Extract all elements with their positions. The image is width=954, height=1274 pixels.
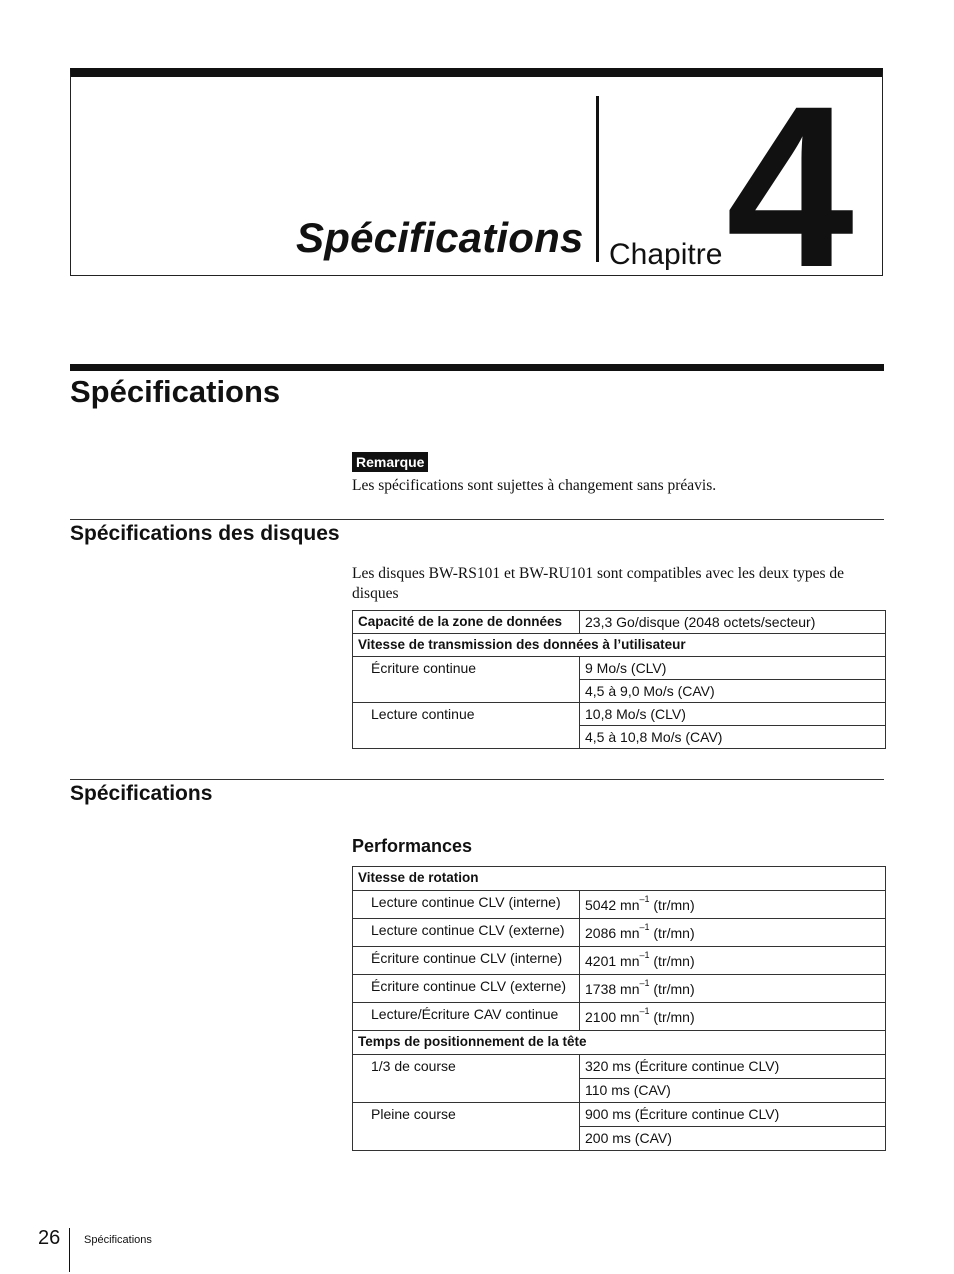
disques-table: [352, 610, 886, 749]
footer-label: Spécifications: [84, 1234, 152, 1246]
rotation-value: 5042 $mn^{-1}$ (tr/mn): [580, 891, 886, 919]
note-text: Les spécifications sont sujettes à changement sans préavis.: [352, 477, 717, 494]
table-row: [353, 1003, 886, 1031]
table-row: [353, 1055, 886, 1079]
divider-disques: [70, 519, 884, 520]
section-rule: [70, 364, 884, 371]
chapter-title: Spécifications: [296, 214, 584, 261]
table-row: [353, 611, 886, 634]
performance-table: [352, 866, 886, 1151]
table-row: [353, 867, 886, 891]
specs-heading: Spécifications: [70, 782, 213, 805]
perf-heading: Performances: [352, 836, 473, 856]
disques-heading: Spécifications des disques: [70, 522, 340, 545]
table-row: [353, 657, 886, 680]
disques-intro: Les disques BW-RS101 et BW-RU101 sont compatibles avec les deux types de disques: [352, 565, 845, 602]
third-stroke-value: 320 ms (Écriture continue CLV): [580, 1055, 886, 1079]
seek-header: Temps de positionnement de la tête: [353, 1031, 886, 1055]
read-value: 4,5 à 10,8 Mo/s (CAV): [580, 726, 886, 749]
rotation-value: 2086 $mn^{-1}$ (tr/mn): [580, 919, 886, 947]
speed-header: Vitesse de transmission des données à l’utilisateur: [353, 634, 886, 657]
table-row: [353, 891, 886, 919]
chapter-label: Chapitre: [609, 238, 723, 271]
section-title: Spécifications: [70, 374, 281, 409]
table-row: [353, 947, 886, 975]
chapter-divider: [596, 96, 599, 262]
write-value: 4,5 à 9,0 Mo/s (CAV): [580, 680, 886, 703]
write-label: Écriture continue: [353, 657, 580, 703]
rotation-label: Lecture continue CLV (externe): [353, 919, 580, 947]
chapter-number: 4: [726, 58, 850, 315]
third-stroke-label: 1/3 de course: [353, 1055, 580, 1103]
read-value: 10,8 Mo/s (CLV): [580, 703, 886, 726]
capacity-label: Capacité de la zone de données: [353, 611, 580, 634]
rotation-label: Écriture continue CLV (interne): [353, 947, 580, 975]
rotation-label: Lecture continue CLV (interne): [353, 891, 580, 919]
third-stroke-value: 110 ms (CAV): [580, 1079, 886, 1103]
rotation-value: 4201 $mn^{-1}$ (tr/mn): [580, 947, 886, 975]
capacity-value: 23,3 Go/disque (2048 octets/secteur): [580, 611, 886, 634]
table-row: [353, 703, 886, 726]
rotation-header: Vitesse de rotation: [353, 867, 886, 891]
table-row: [353, 919, 886, 947]
rotation-value: 2100 $mn^{-1}$ (tr/mn): [580, 1003, 886, 1031]
table-row: [353, 634, 886, 657]
table-row: [353, 1103, 886, 1127]
table-row: [353, 975, 886, 1003]
note-badge: Remarque: [352, 452, 428, 472]
page-number: 26: [38, 1227, 61, 1249]
read-label: Lecture continue: [353, 703, 580, 749]
full-stroke-label: Pleine course: [353, 1103, 580, 1151]
full-stroke-value: 900 ms (Écriture continue CLV): [580, 1103, 886, 1127]
table-row: [353, 1031, 886, 1055]
rotation-label: Écriture continue CLV (externe): [353, 975, 580, 1003]
full-stroke-value: 200 ms (CAV): [580, 1127, 886, 1151]
write-value: 9 Mo/s (CLV): [580, 657, 886, 680]
footer-divider: [69, 1228, 70, 1272]
divider-specs: [70, 779, 884, 780]
rotation-label: Lecture/Écriture CAV continue: [353, 1003, 580, 1031]
rotation-value: 1738 $mn^{-1}$ (tr/mn): [580, 975, 886, 1003]
